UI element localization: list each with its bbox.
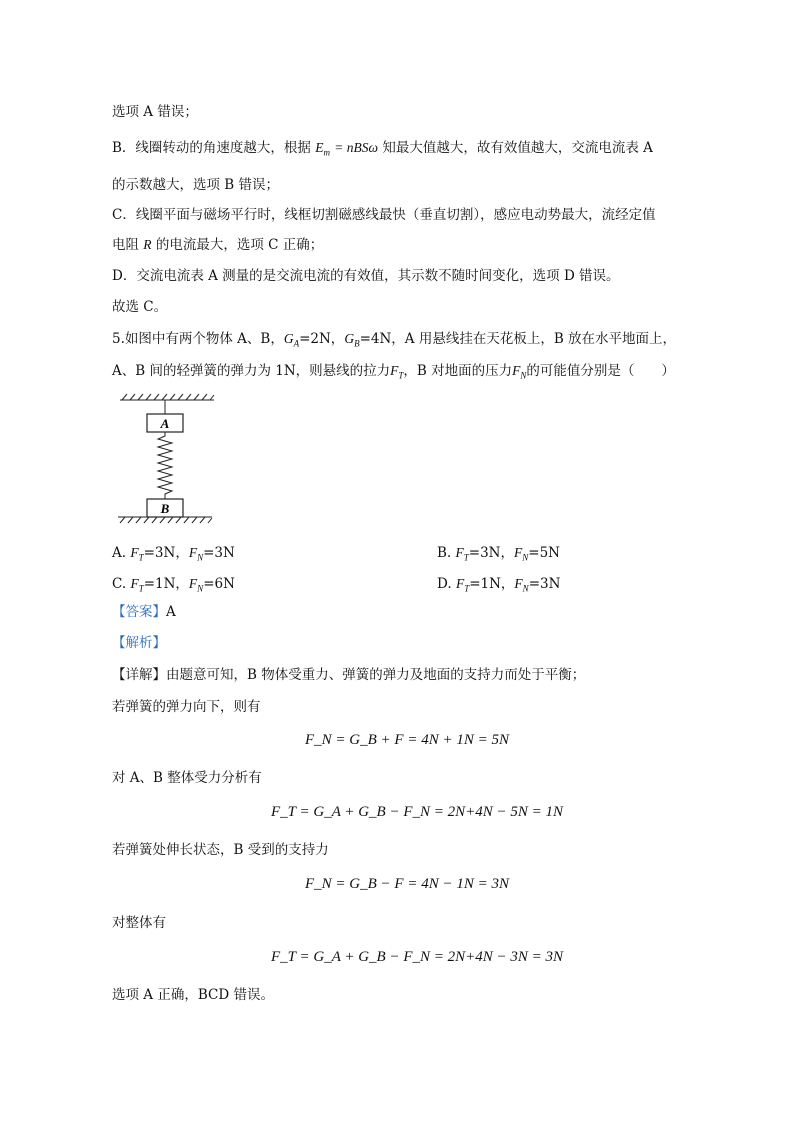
equation-var: R	[143, 237, 152, 252]
spring-figure	[112, 392, 222, 532]
equation-rhs: = nBSω	[334, 140, 379, 155]
analysis-line	[112, 633, 166, 653]
text-segment: A、B 间的轻弹簧的弹力为 1N，则悬线的拉力	[112, 363, 391, 379]
equation-var: $G_A$	[283, 331, 300, 349]
text-line: 故选 C。	[112, 299, 168, 315]
analysis-label: 【解析】	[112, 635, 166, 651]
text-line: 若弹簧处伸长状态，B 受到的支持力	[112, 842, 329, 858]
text-line: 选项 A 错误；	[112, 104, 198, 120]
text-line: 对整体有	[112, 915, 166, 931]
question-5-line-2	[112, 361, 675, 386]
text-segment: 电阻	[112, 237, 139, 253]
question-5-line-1	[112, 329, 676, 354]
answer-line	[112, 602, 176, 622]
option-d: D. $F_T=1N$，$F_N=3N$	[437, 576, 561, 594]
spring	[158, 432, 172, 499]
equation-var: $F_T$	[390, 363, 404, 381]
equation-3: F_N = G_B − F = 4N − 1N = 3N	[305, 876, 509, 892]
equation-2: F_T = G_A + G_B − F_N = 2N+4N − 5N = 1N	[271, 804, 563, 820]
ground-hatch	[118, 517, 212, 523]
equation-4: F_T = G_A + G_B − F_N = 2N+4N − 3N = 3N	[271, 949, 563, 965]
block-a-label: A	[160, 416, 170, 431]
text-segment: =4N，A 用悬线挂在天花板上，B 放在水平地面上，	[359, 331, 677, 347]
text-segment: 知最大值越大，故有效值越大，交流电流表 A	[382, 140, 653, 156]
text-segment: =2N，	[299, 331, 345, 347]
text-line: 的示数越大，选项 B 错误；	[112, 177, 280, 193]
text-line	[112, 235, 323, 255]
equation-var: $F_N$	[512, 363, 527, 381]
text-line: 对 A、B 整体受力分析有	[112, 770, 262, 786]
text-segment: ，B 对地面的压力	[403, 363, 513, 379]
text-line: 若弹簧的弹力向下，则有	[112, 699, 261, 715]
text-segment: 5.如图中有两个物体 A、B，	[112, 331, 284, 347]
text-line: C．线圈平面与磁场平行时，线框切割磁感线最快（垂直切割），感应电动势最大，流经定值	[112, 207, 656, 223]
text-line: 选项 A 正确，BCD 错误。	[112, 987, 274, 1003]
detail-text: 由题意可知，B 物体受重力、弹簧的弹力及地面的支持力而处于平衡；	[166, 667, 586, 683]
text-segment: 的可能值分别是（ ）	[526, 363, 675, 379]
option-c: C. $F_T=1N$，$F_N=6N$	[112, 576, 235, 594]
equation-1: F_N = G_B + F = 4N + 1N = 5N	[305, 732, 509, 748]
ceiling-hatch	[120, 394, 214, 400]
block-b-label: B	[160, 501, 170, 516]
option-a: A. $F_T=3N$，$F_N=3N$	[112, 545, 235, 563]
text-line: D．交流电流表 A 测量的是交流电流的有效值，其示数不随时间变化，选项 D 错误。	[112, 268, 620, 284]
option-b: B. $F_T=3N$，$F_N=5N$	[437, 545, 560, 563]
detail-line	[112, 665, 585, 685]
equation-var: $E_m$	[315, 140, 330, 158]
detail-label: 【详解】	[112, 667, 166, 683]
text-line	[112, 138, 653, 163]
text-segment: 的电流最大，选项 C 正确；	[155, 237, 324, 253]
answer-label: 【答案】	[112, 604, 166, 620]
equation-var: $G_B$	[344, 331, 360, 349]
text-segment: B．线圈转动的角速度越大，根据	[112, 140, 311, 156]
answer-value: A	[166, 604, 176, 620]
